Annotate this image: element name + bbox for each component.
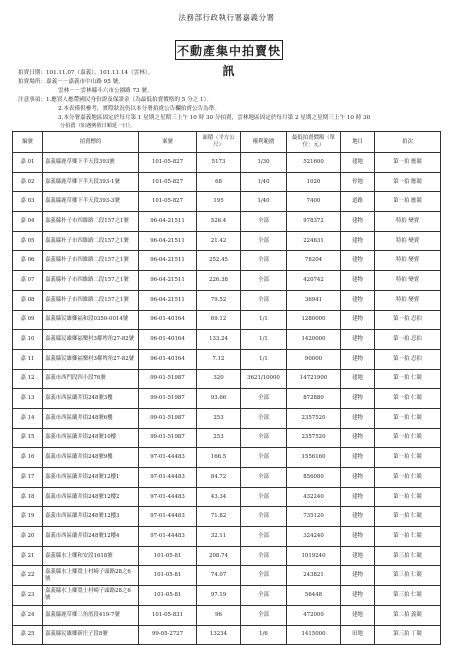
table-row (13, 389, 441, 409)
cell-price: 432240 (287, 487, 341, 507)
cell-case-no: 97-01-44483 (139, 487, 197, 507)
cell-area: 252.45 (197, 251, 241, 271)
cell-round: 第二拍 義競 (375, 605, 441, 625)
cell-case-no: 97-01-44483 (139, 448, 197, 468)
cell-no: 嘉 20 (13, 527, 43, 547)
cell-property: 嘉義縣朴子市四維路二段157之1號 (43, 212, 139, 232)
cell-scope: 1/6 (241, 625, 287, 645)
cell-area: 32.11 (197, 527, 241, 547)
cell-case-no: 97-01-44483 (139, 507, 197, 527)
cell-property: 嘉義市西區蘭井街248號12樓4 (43, 527, 139, 547)
cell-scope: 3621/10000 (241, 369, 287, 389)
table-row (13, 527, 441, 547)
cell-price: 1420000 (287, 330, 341, 350)
cell-round: 第一拍 仁競 (375, 448, 441, 468)
table-row (13, 172, 441, 192)
cell-price: 1019240 (287, 546, 341, 566)
table-row (13, 566, 441, 586)
cell-use: 建物 (341, 251, 375, 271)
cell-price: 521600 (287, 153, 341, 173)
cell-round: 第一拍 仁競 (375, 507, 441, 527)
cell-price: 324240 (287, 527, 341, 547)
cell-price: 2357520 (287, 408, 341, 428)
cell-price: 472000 (287, 605, 341, 625)
cell-use: 建物 (341, 448, 375, 468)
table-row (13, 625, 441, 645)
cell-use: 建物 (341, 349, 375, 369)
cell-property: 嘉義縣朴子市四維路二段157之1號 (43, 251, 139, 271)
cell-case-no: 96-01-40164 (139, 310, 197, 330)
cell-round: 特拍 變賣 (375, 212, 441, 232)
cell-area: 195 (197, 192, 241, 212)
cell-property: 嘉義縣鹿草鄉三角厝段419-7號 (43, 605, 139, 625)
cell-scope: 1/1 (241, 349, 287, 369)
cell-property: 嘉義市西區蘭井街248號12樓2 (43, 487, 139, 507)
cell-case-no: 96-04-21511 (139, 212, 197, 232)
cell-no: 嘉 06 (13, 251, 43, 271)
cell-case-no: 96-04-21511 (139, 231, 197, 251)
cell-property: 嘉義縣朴子市四維路二段157之1號 (43, 231, 139, 251)
cell-no: 嘉 02 (13, 172, 43, 192)
cell-case-no: 97-01-44483 (139, 468, 197, 488)
header-price: 最低拍賣價額（單位：元） (287, 132, 341, 153)
cell-area: 43.34 (197, 487, 241, 507)
table-row (13, 428, 441, 448)
cell-property: 嘉義縣朴子市四維路二段157之1號 (43, 290, 139, 310)
auction-place: 拍賣場所：嘉義－－嘉義市中山路 95 號。 (18, 79, 124, 85)
cell-use: 建物 (341, 408, 375, 428)
cell-use: 建物 (341, 527, 375, 547)
cell-case-no: 96-04-21511 (139, 251, 197, 271)
cell-price: 224631 (287, 231, 341, 251)
cell-property: 嘉義縣鹿草鄉下半天段393號 (43, 153, 139, 173)
cell-no: 嘉 03 (13, 192, 43, 212)
cell-case-no: 96-04-21511 (139, 271, 197, 291)
cell-use: 停地 (341, 172, 375, 192)
cell-round: 第一拍 仁競 (375, 428, 441, 448)
cell-no: 嘉 15 (13, 428, 43, 448)
note-1: 注意事項：1.應買人應帶國民身份證及保證金（為最低拍賣價格的 5 分之 1）。 (18, 97, 212, 103)
header-area: 面積（平方公尺） (197, 132, 241, 153)
cell-scope: 1/30 (241, 153, 287, 173)
cell-use: 建物 (341, 231, 375, 251)
table-row (13, 507, 441, 527)
cell-area: 320 (197, 369, 241, 389)
cell-price: 872880 (287, 389, 341, 409)
table-row (13, 231, 441, 251)
cell-case-no: 96-01-40164 (139, 349, 197, 369)
cell-price: 1415000 (287, 625, 341, 645)
cell-scope: 全部 (241, 251, 287, 271)
cell-case-no: 101-05-827 (139, 172, 197, 192)
auction-place-2: 雲林－－雲林縣斗六市公園路 73 號。 (58, 88, 153, 94)
cell-scope: 全部 (241, 586, 287, 606)
cell-no: 嘉 17 (13, 468, 43, 488)
table-row (13, 408, 441, 428)
cell-no: 嘉 25 (13, 625, 43, 645)
cell-price: 420742 (287, 271, 341, 291)
cell-property: 嘉義縣民雄鄉福樂村3鄰埤角27-82號 (43, 349, 139, 369)
cell-property: 嘉義市西區蘭井街248號9樓 (43, 448, 139, 468)
cell-case-no: 101-05-827 (139, 192, 197, 212)
cell-area: 69.12 (197, 310, 241, 330)
cell-area: 133.24 (197, 330, 241, 350)
cell-round: 特拍 變賣 (375, 290, 441, 310)
cell-use: 道路 (341, 192, 375, 212)
cell-property: 嘉義縣水上鄉和安段1618號 (43, 546, 139, 566)
cell-area: 74.07 (197, 566, 241, 586)
cell-price: 2357520 (287, 428, 341, 448)
cell-scope: 全部 (241, 507, 287, 527)
auction-table (12, 131, 441, 645)
cell-area: 21.42 (197, 231, 241, 251)
cell-scope: 全部 (241, 212, 287, 232)
table-row (13, 290, 441, 310)
cell-round: 特拍 變賣 (375, 231, 441, 251)
cell-property: 嘉義市西區蘭井街248號12樓1 (43, 468, 139, 488)
cell-case-no: 101-05-831 (139, 605, 197, 625)
cell-no: 嘉 18 (13, 487, 43, 507)
table-row (13, 586, 441, 606)
cell-use: 建物 (341, 428, 375, 448)
cell-area: 253 (197, 408, 241, 428)
note-2: 2.本表僅供參考，實際狀況仍以本分署拍賣公告欄拍賣公告為準。 (58, 106, 220, 112)
cell-area: 96 (197, 605, 241, 625)
cell-scope: 1/40 (241, 172, 287, 192)
cell-price: 856080 (287, 468, 341, 488)
cell-no: 嘉 05 (13, 231, 43, 251)
cell-case-no: 99-01-51987 (139, 389, 197, 409)
table-header-row (13, 132, 441, 153)
cell-area: 526.4 (197, 212, 241, 232)
cell-scope: 全部 (241, 448, 287, 468)
cell-scope: 1/1 (241, 310, 287, 330)
cell-use: 建物 (341, 507, 375, 527)
cell-round: 第三拍 仁競 (375, 566, 441, 586)
cell-round: 第一拍 忍拍 (375, 330, 441, 350)
cell-no: 嘉 11 (13, 349, 43, 369)
header-scope: 權利範圍 (241, 132, 287, 153)
cell-no: 嘉 14 (13, 408, 43, 428)
cell-area: 68 (197, 172, 241, 192)
cell-price: 735120 (287, 507, 341, 527)
cell-case-no: 96-04-21511 (139, 290, 197, 310)
header-property: 拍賣標的 (43, 132, 139, 153)
cell-price: 36941 (287, 290, 341, 310)
cell-scope: 全部 (241, 231, 287, 251)
cell-property: 嘉義市西區蘭井街248號3樓 (43, 389, 139, 409)
cell-price: 1020 (287, 172, 341, 192)
cell-no: 嘉 09 (13, 310, 43, 330)
cell-round: 第一拍 應競 (375, 192, 441, 212)
cell-no: 嘉 01 (13, 153, 43, 173)
cell-area: 208.74 (197, 546, 241, 566)
cell-property: 嘉義市西區蘭井街248號10樓 (43, 428, 139, 448)
cell-use: 建地 (341, 153, 375, 173)
cell-area: 93.66 (197, 389, 241, 409)
cell-round: 第一拍 忍拍 (375, 349, 441, 369)
header-case-no: 案號 (139, 132, 197, 153)
cell-case-no: 96-01-40164 (139, 330, 197, 350)
cell-property: 嘉義縣民雄鄉福樂村3鄰埤角27-82號 (43, 330, 139, 350)
cell-no: 嘉 10 (13, 330, 43, 350)
cell-scope: 全部 (241, 389, 287, 409)
cell-use: 建地 (341, 369, 375, 389)
cell-round: 第一拍 仁競 (375, 389, 441, 409)
cell-case-no: 101-05-827 (139, 153, 197, 173)
cell-property: 嘉義縣朴子市四維路二段157之1號 (43, 271, 139, 291)
cell-round: 第一拍 仁競 (375, 408, 441, 428)
cell-price: 7400 (287, 192, 341, 212)
cell-use: 建物 (341, 566, 375, 586)
table-row (13, 310, 441, 330)
cell-case-no: 99-05-2727 (139, 625, 197, 645)
cell-round: 第一拍 仁競 (375, 468, 441, 488)
table-row (13, 153, 441, 173)
cell-property: 嘉義市西門段四小段76號 (43, 369, 139, 389)
cell-no: 嘉 12 (13, 369, 43, 389)
page-title: 不動產集中拍賣快訊 (175, 40, 283, 60)
cell-round: 第一拍 仁競 (375, 369, 441, 389)
cell-round: 第三拍 丁競 (375, 625, 441, 645)
cell-use: 建物 (341, 468, 375, 488)
table-row (13, 605, 441, 625)
cell-use: 建物 (341, 330, 375, 350)
table-row (13, 546, 441, 566)
cell-scope: 全部 (241, 290, 287, 310)
cell-use: 建物 (341, 310, 375, 330)
table-row (13, 271, 441, 291)
cell-use: 建物 (341, 212, 375, 232)
note-3b: 分拍賣（如遇例假日順延一日）。 (60, 123, 136, 129)
cell-property: 嘉義縣水上鄉寬士村崎子頭路28之6號 (43, 566, 139, 586)
cell-use: 建物 (341, 586, 375, 606)
cell-use: 建物 (341, 487, 375, 507)
cell-scope: 全部 (241, 271, 287, 291)
header-use: 地目 (341, 132, 375, 153)
cell-no: 嘉 04 (13, 212, 43, 232)
cell-price: 1280000 (287, 310, 341, 330)
cell-case-no: 99-01-51987 (139, 369, 197, 389)
cell-no: 嘉 24 (13, 605, 43, 625)
cell-price: 90000 (287, 349, 341, 369)
cell-no: 嘉 19 (13, 507, 43, 527)
agency-name: 法務部行政執行署嘉義分署 (178, 13, 275, 22)
table-row (13, 487, 441, 507)
cell-scope: 全部 (241, 566, 287, 586)
cell-scope: 1/1 (241, 330, 287, 350)
cell-scope: 全部 (241, 468, 287, 488)
cell-property: 嘉義縣民雄鄉新庄子段8號 (43, 625, 139, 645)
cell-price: 14721900 (287, 369, 341, 389)
cell-no: 嘉 21 (13, 546, 43, 566)
cell-area: 7.12 (197, 349, 241, 369)
table-row (13, 330, 441, 350)
cell-price: 56448 (287, 586, 341, 606)
cell-area: 253 (197, 428, 241, 448)
table-row (13, 251, 441, 271)
auction-date: 拍賣日期：101.11.07（嘉義）、101.11.14（雲林）。 (18, 70, 154, 76)
cell-area: 166.5 (197, 448, 241, 468)
cell-round: 第一拍 仁競 (375, 487, 441, 507)
cell-property: 嘉義縣民雄鄉福和段0350-0014號 (43, 310, 139, 330)
cell-round: 第一拍 忍拍 (375, 310, 441, 330)
table-row (13, 212, 441, 232)
cell-area: 84.72 (197, 468, 241, 488)
cell-no: 嘉 08 (13, 290, 43, 310)
cell-use: 建物 (341, 271, 375, 291)
cell-no: 嘉 16 (13, 448, 43, 468)
cell-round: 特拍 變賣 (375, 271, 441, 291)
note-3: 3.本分署嘉義地區固定於每月第 1 星期之星期三上午 10 時 30 分拍賣，雲林地區固定於每月第 2 星期之星期三上午 10 時 30 (58, 115, 371, 121)
cell-scope: 全部 (241, 487, 287, 507)
cell-round: 第一拍 應競 (375, 153, 441, 173)
cell-area: 13234 (197, 625, 241, 645)
cell-use: 建地 (341, 546, 375, 566)
cell-case-no: 101-05-81 (139, 566, 197, 586)
cell-round: 第三拍 仁競 (375, 546, 441, 566)
cell-area: 97.19 (197, 586, 241, 606)
cell-scope: 全部 (241, 605, 287, 625)
cell-area: 226.38 (197, 271, 241, 291)
cell-area: 71.82 (197, 507, 241, 527)
table-row (13, 349, 441, 369)
cell-property: 嘉義市西區蘭井街248號6樓 (43, 408, 139, 428)
cell-case-no: 97-01-44483 (139, 527, 197, 547)
cell-area: 79.52 (197, 290, 241, 310)
table-row (13, 448, 441, 468)
cell-use: 建物 (341, 290, 375, 310)
cell-round: 特拍 變賣 (375, 251, 441, 271)
cell-round: 第一拍 仁競 (375, 527, 441, 547)
cell-scope: 1/40 (241, 192, 287, 212)
cell-property: 嘉義市西區蘭井街248號12樓3 (43, 507, 139, 527)
cell-round: 第一拍 應競 (375, 172, 441, 192)
cell-no: 嘉 07 (13, 271, 43, 291)
cell-use: 田地 (341, 625, 375, 645)
cell-scope: 全部 (241, 546, 287, 566)
cell-round: 第三拍 仁競 (375, 586, 441, 606)
cell-scope: 全部 (241, 527, 287, 547)
cell-scope: 全部 (241, 408, 287, 428)
cell-price: 978372 (287, 212, 341, 232)
cell-property: 嘉義縣鹿草鄉下半天段393-1號 (43, 172, 139, 192)
cell-property: 嘉義縣水上鄉寬士村崎子頭路28之6號 (43, 586, 139, 606)
table-row (13, 468, 441, 488)
cell-scope: 全部 (241, 428, 287, 448)
header-no: 編號 (13, 132, 43, 153)
cell-area: 5173 (197, 153, 241, 173)
cell-price: 243821 (287, 566, 341, 586)
cell-no: 嘉 13 (13, 389, 43, 409)
cell-property: 嘉義縣鹿草鄉下半天段393-3號 (43, 192, 139, 212)
cell-case-no: 101-05-81 (139, 586, 197, 606)
table-row (13, 369, 441, 389)
table-row (13, 192, 441, 212)
cell-price: 1556160 (287, 448, 341, 468)
cell-case-no: 101-05-81 (139, 546, 197, 566)
cell-case-no: 99-01-51987 (139, 408, 197, 428)
cell-use: 建地 (341, 605, 375, 625)
cell-case-no: 99-01-51987 (139, 428, 197, 448)
cell-no: 嘉 23 (13, 586, 43, 606)
cell-no: 嘉 22 (13, 566, 43, 586)
header-round: 拍次 (375, 132, 441, 153)
cell-price: 78204 (287, 251, 341, 271)
cell-use: 建物 (341, 389, 375, 409)
